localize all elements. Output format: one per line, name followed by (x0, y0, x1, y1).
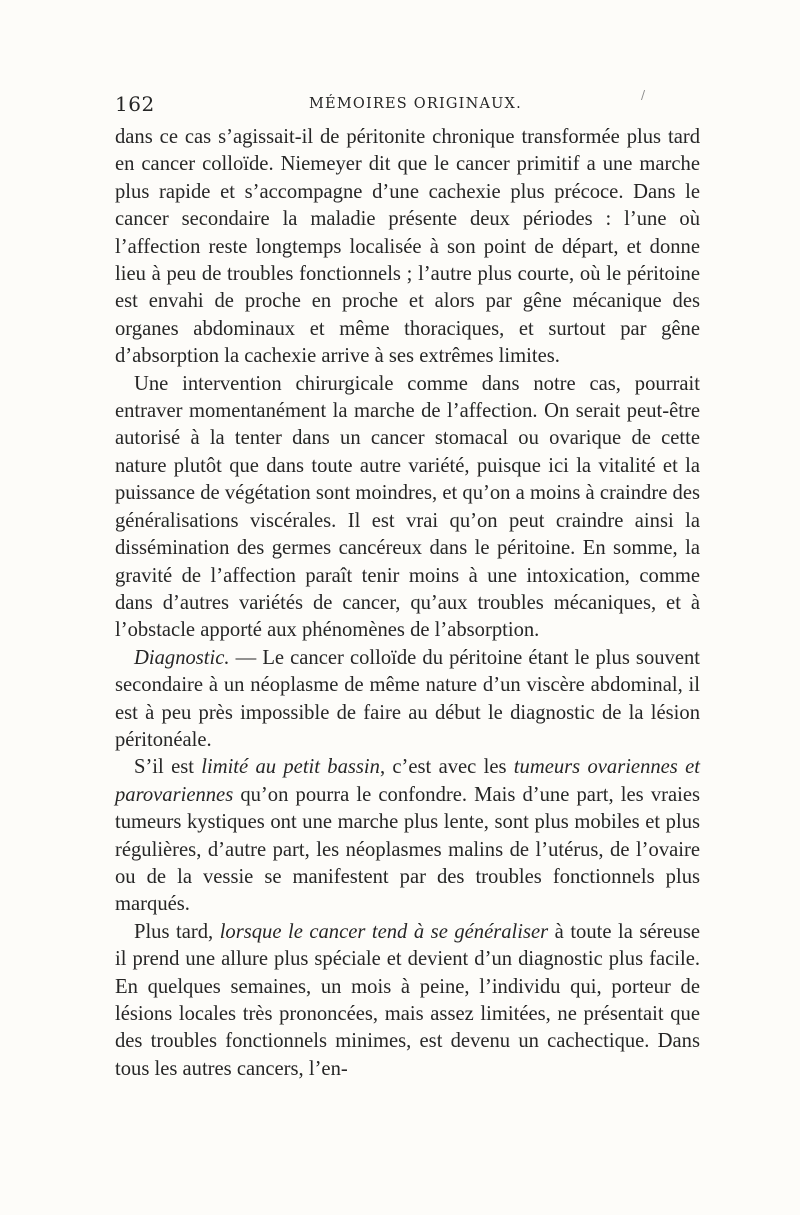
text-run: à toute la séreuse il prend une allure plus spéciale et devient d’un diagnostic plus facile. En quelques semaines, un mois à peine, l’individu qui, porteur de lésions locales très prononcées, mais assez limitées, ne présentait que des troubles fonctionnels minimes, est devenu un cachectique. Dans tous les autres cancers, l’en- (115, 920, 700, 1080)
paragraph-diagnostic (115, 645, 700, 755)
paragraph-small-pelvis (115, 754, 700, 918)
page-header (115, 88, 700, 124)
body-text (115, 124, 700, 1083)
text-run: S’il est (134, 756, 202, 779)
italic-run: tumeurs ovariennes et parovariennes (115, 756, 700, 806)
paragraph-continued: dans ce cas s’agissait-il de péritonite chronique transformée plus tard en cancer colloïde. Niemeyer dit que le cancer primitif a une marche plus rapide et s’accompagne d’une cachexie plus précoce. Dans le cancer secondaire la maladie présente deux périodes : l’une où l’affection reste longtemps localisée à son point de départ, et donne lieu à peu de troubles fonctionnels ; l’autre plus courte, où le péritoine est envahi de proche en proche et alors par gêne mécanique des organes abdominaux et même thoraciques, et surtout par gêne d’absorption la cachexie arrive à ses extrêmes limites. (115, 126, 700, 368)
book-page (115, 88, 700, 1083)
italic-run: limité au petit bassin (201, 756, 380, 779)
text-run: , c’est avec les (379, 756, 514, 779)
margin-mark: / (641, 88, 646, 102)
italic-run: lorsque le cancer tend à se généraliser (219, 920, 549, 943)
paragraph-generalization (115, 919, 700, 1083)
paragraph-intervention: Une intervention chirurgicale comme dans notre cas, pourrait entraver momentanément la marche de l’affection. On serait peut-être autorisé à la tenter dans un cancer stomacal ou ovarique de cette nature plutôt que dans toute autre variété, puisque ici la vitalité et la puissance de végétation sont moindres, et qu’on a moins à craindre des généralisations viscérales. Il est vrai qu’on peut craindre ainsi la dissémination des germes cancéreux dans le péritoine. En somme, la gravité de l’affection paraît tenir moins à une intoxication, comme dans d’autres variétés de cancer, qu’aux troubles mécaniques, et à l’obstacle apporté aux phénomènes de l’absorption. (115, 372, 700, 642)
text-run: qu’on pourra le confondre. Mais d’une part, les vraies tumeurs kystiques ont une marche plus lente, sont plus mobiles et plus régulières, d’autre part, les néoplasmes malins de l’utérus, de l’ovaire ou de la vessie se manifestent par des troubles fonctionnels plus marqués. (115, 783, 700, 916)
text-run: Plus tard, (134, 920, 220, 943)
running-head: MÉMOIRES ORIGINAUX. (309, 96, 522, 112)
diagnostic-heading: Diagnostic. (134, 646, 230, 669)
diagnostic-text: — Le cancer colloïde du péritoine étant le plus souvent secondaire à un néoplasme de même nature d’un viscère abdominal, il est à peu près impossible de faire au début le diagnostic de la lésion péritonéale. (115, 646, 700, 751)
page-number: 162 (115, 92, 155, 116)
